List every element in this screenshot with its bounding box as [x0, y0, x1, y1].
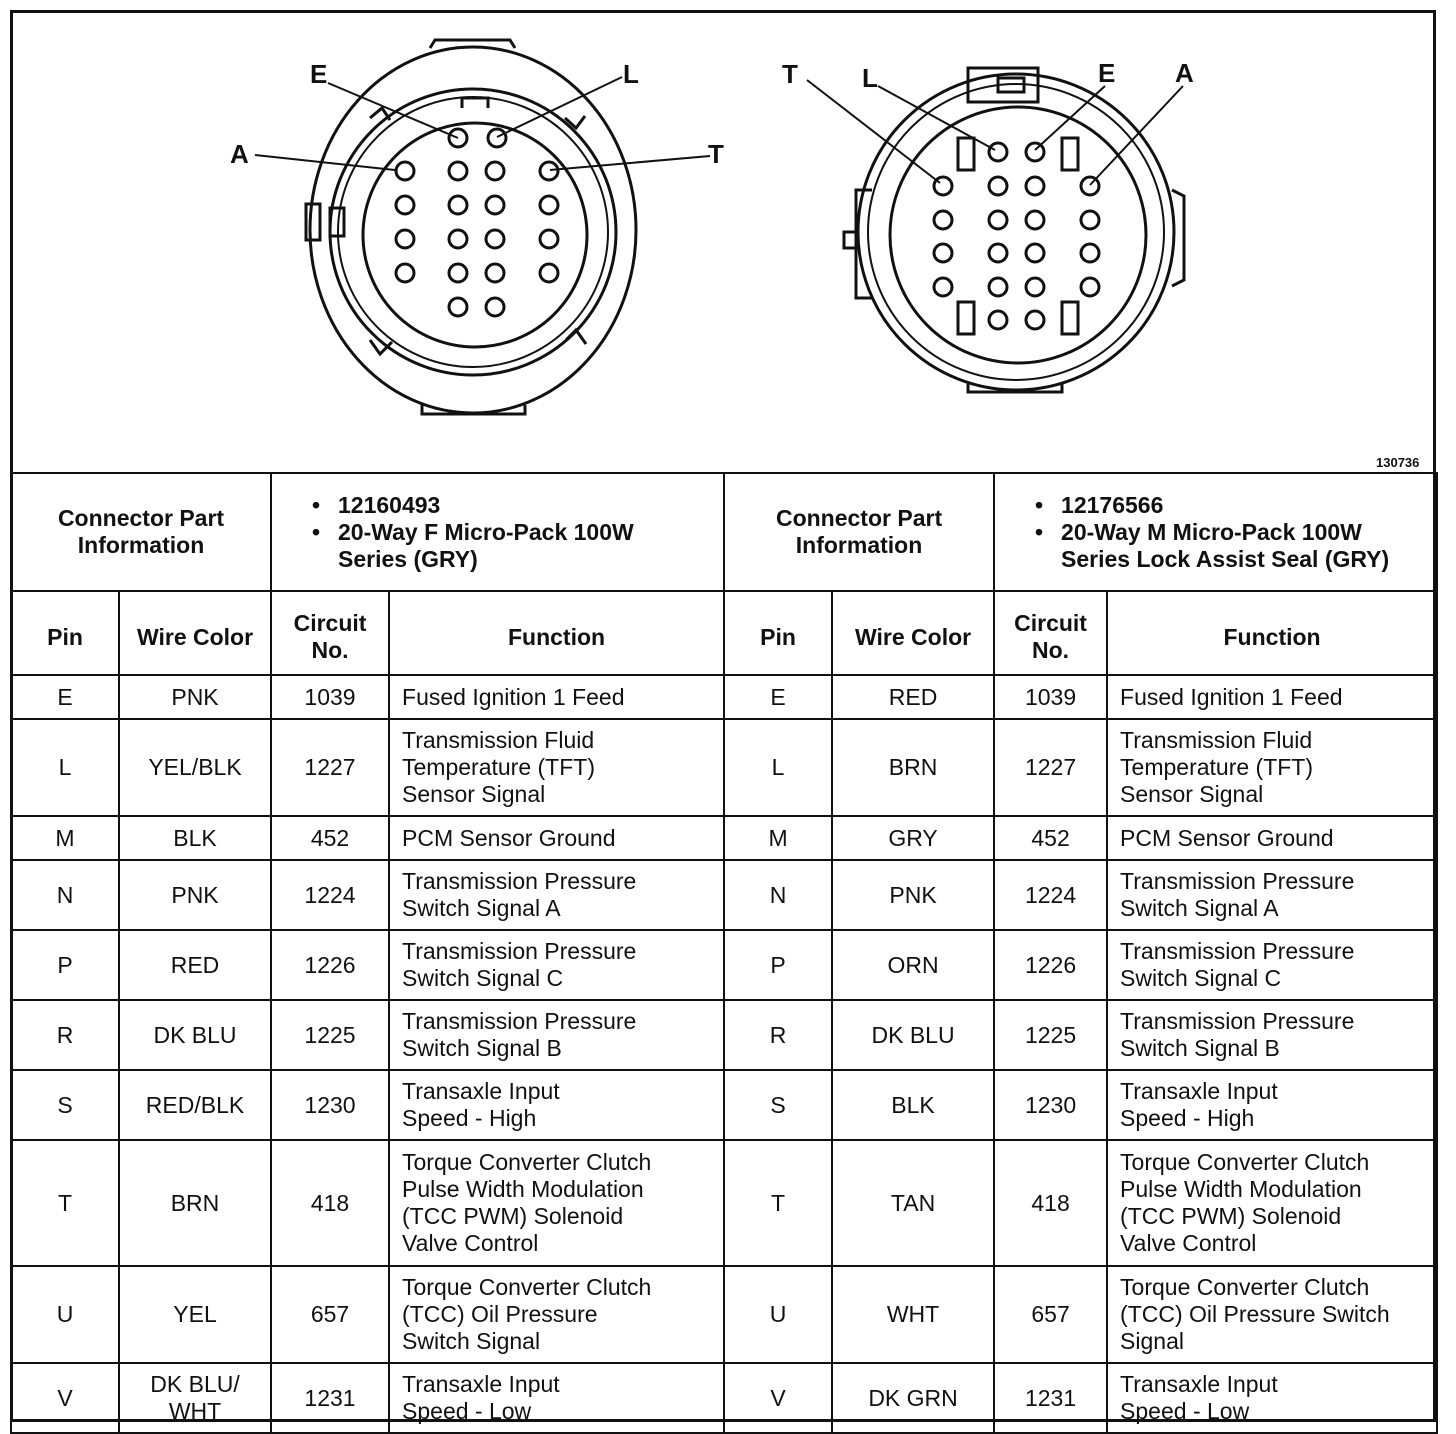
function-line: Switch Signal — [402, 1328, 541, 1354]
pin-cavity — [486, 162, 504, 180]
function-line: Transmission Fluid — [402, 727, 595, 753]
connector-diagram — [10, 10, 1436, 472]
table-row — [11, 930, 1437, 1000]
wire-color-cell: BLK — [119, 816, 271, 860]
left-callout-e: E — [310, 59, 328, 89]
pin-cavity — [1026, 244, 1044, 262]
function-line: Fused Ignition 1 Feed — [1120, 683, 1343, 710]
circuit-cell: 1225 — [994, 1000, 1107, 1070]
pin-cell: N — [724, 860, 832, 930]
pin-cavity — [934, 244, 952, 262]
pin-cavity — [540, 162, 558, 180]
pin-cavity — [449, 196, 467, 214]
pin-cavity — [989, 211, 1007, 229]
wire-color-cell: TAN — [832, 1140, 994, 1266]
wire-color-cell: GRY — [832, 816, 994, 860]
function-cell — [389, 675, 724, 719]
function-line: Valve Control — [1120, 1230, 1257, 1256]
function-line: (TCC) Oil Pressure Switch — [1120, 1301, 1390, 1327]
left-connector-label: Connector Part Information — [11, 473, 271, 591]
wire-color-cell: BLK — [832, 1070, 994, 1140]
function-line: Signal — [1120, 1328, 1184, 1354]
circuit-cell: 1227 — [271, 719, 389, 816]
pin-cavity — [1026, 177, 1044, 195]
function-cell — [389, 860, 724, 930]
circuit-cell: 1224 — [994, 860, 1107, 930]
circuit-cell: 657 — [271, 1266, 389, 1363]
circuit-cell: 1230 — [994, 1070, 1107, 1140]
function-line: Temperature (TFT) — [402, 754, 595, 780]
pin-cell: U — [11, 1266, 119, 1363]
header-wire-color-left: Wire Color — [119, 591, 271, 675]
wire-color-cell: YEL — [119, 1266, 271, 1363]
wire-color-cell: ORN — [832, 930, 994, 1000]
table-row — [11, 1070, 1437, 1140]
right-description-line1: • 20-Way M Micro-Pack 100W — [1035, 519, 1430, 546]
pin-cavity — [488, 129, 506, 147]
function-line: (TCC) Oil Pressure — [402, 1301, 598, 1327]
function-line: Transmission Pressure — [402, 868, 637, 894]
wire-color-cell: RED/BLK — [119, 1070, 271, 1140]
pin-cavity — [1026, 143, 1044, 161]
connector-drawing — [10, 10, 1436, 472]
wire-color-cell: RED — [832, 675, 994, 719]
function-cell — [1107, 1000, 1437, 1070]
function-cell — [1107, 675, 1437, 719]
header-wire-color-right: Wire Color — [832, 591, 994, 675]
header-circuit-line2: No. — [1032, 637, 1070, 663]
pin-cavity — [1026, 211, 1044, 229]
left-part-number: • 12160493 — [312, 492, 717, 519]
function-cell — [389, 1363, 724, 1433]
left-description-line2: Series (GRY) — [338, 545, 478, 572]
wire-color-cell: DK GRN — [832, 1363, 994, 1433]
right-description-line2: Series Lock Assist Seal (GRY) — [1061, 545, 1390, 572]
pin-cavity — [449, 264, 467, 282]
table-row — [11, 1363, 1437, 1433]
pin-cavity — [396, 264, 414, 282]
function-line: (TCC PWM) Solenoid — [1120, 1203, 1342, 1229]
right-callout-t: T — [782, 59, 798, 89]
function-line: Torque Converter Clutch — [402, 1149, 652, 1175]
function-cell — [389, 816, 724, 860]
left-connector-face — [306, 40, 636, 414]
function-cell — [1107, 860, 1437, 930]
function-line: Pulse Width Modulation — [1120, 1176, 1362, 1202]
pin-cell: R — [724, 1000, 832, 1070]
function-line: Speed - High — [402, 1105, 537, 1131]
figure-number: 130736 — [1376, 455, 1420, 470]
pin-cell: E — [724, 675, 832, 719]
function-line: Transmission Pressure — [1120, 1008, 1355, 1034]
function-cell — [1107, 1070, 1437, 1140]
pin-cell: T — [724, 1140, 832, 1266]
function-line: Sensor Signal — [402, 781, 546, 807]
pin-cell: V — [724, 1363, 832, 1433]
function-line: Transmission Fluid — [1120, 727, 1313, 753]
wire-color-cell: DK BLU/ WHT — [119, 1363, 271, 1433]
right-callout-l: L — [862, 63, 878, 93]
pin-cavity — [1081, 211, 1099, 229]
function-line: Speed - High — [1120, 1105, 1255, 1131]
function-cell — [1107, 1363, 1437, 1433]
circuit-cell: 1225 — [271, 1000, 389, 1070]
pin-cavity — [1081, 278, 1099, 296]
left-callout-t: T — [708, 139, 724, 169]
pin-cavity — [449, 230, 467, 248]
wire-color-cell: WHT — [832, 1266, 994, 1363]
wire-color-cell: PNK — [119, 860, 271, 930]
function-line: Transmission Pressure — [1120, 868, 1355, 894]
function-cell — [389, 1000, 724, 1070]
circuit-cell: 1226 — [271, 930, 389, 1000]
function-line: Torque Converter Clutch — [1120, 1149, 1370, 1175]
wire-color-cell: BRN — [119, 1140, 271, 1266]
header-function-left: Function — [389, 591, 724, 675]
right-callout-a: A — [1175, 58, 1194, 88]
circuit-cell: 1231 — [994, 1363, 1107, 1433]
header-circuit-left — [271, 591, 389, 675]
wire-color-cell: DK BLU — [832, 1000, 994, 1070]
header-function-right: Function — [1107, 591, 1437, 675]
left-callout-l: L — [623, 59, 639, 89]
function-line: Fused Ignition 1 Feed — [402, 683, 625, 710]
function-cell — [389, 1140, 724, 1266]
function-cell — [1107, 1140, 1437, 1266]
function-line: Switch Signal C — [1120, 965, 1282, 991]
pin-cell: R — [11, 1000, 119, 1070]
table-row — [11, 816, 1437, 860]
pin-cell: M — [11, 816, 119, 860]
right-connector-face — [844, 68, 1184, 392]
circuit-cell: 418 — [271, 1140, 389, 1266]
wire-color-cell: RED — [119, 930, 271, 1000]
table-row — [11, 1140, 1437, 1266]
function-line: Speed - Low — [402, 1398, 532, 1424]
circuit-cell: 1039 — [994, 675, 1107, 719]
table-row — [11, 1266, 1437, 1363]
pin-cell: U — [724, 1266, 832, 1363]
pin-cell: S — [11, 1070, 119, 1140]
circuit-cell: 1230 — [271, 1070, 389, 1140]
circuit-cell: 1227 — [994, 719, 1107, 816]
function-line: Transaxle Input — [1120, 1078, 1278, 1104]
pin-cavity — [396, 162, 414, 180]
pin-cavity — [486, 264, 504, 282]
circuit-cell: 657 — [994, 1266, 1107, 1363]
connector-info-row — [11, 473, 1437, 591]
circuit-cell: 452 — [994, 816, 1107, 860]
header-pin-left: Pin — [11, 591, 119, 675]
function-line: Transmission Pressure — [1120, 938, 1355, 964]
wire-color-cell: BRN — [832, 719, 994, 816]
pin-cell: L — [724, 719, 832, 816]
pin-cavity — [1026, 278, 1044, 296]
function-cell — [389, 719, 724, 816]
column-header-row — [11, 591, 1437, 675]
table-row — [11, 1000, 1437, 1070]
pin-cell: P — [724, 930, 832, 1000]
function-line: PCM Sensor Ground — [402, 824, 616, 851]
circuit-cell: 418 — [994, 1140, 1107, 1266]
pin-cavity — [540, 196, 558, 214]
function-line: Pulse Width Modulation — [402, 1176, 644, 1202]
pin-cell: T — [11, 1140, 119, 1266]
pin-cell: E — [11, 675, 119, 719]
function-cell — [1107, 1266, 1437, 1363]
pin-cavity — [449, 298, 467, 316]
function-line: Valve Control — [402, 1230, 539, 1256]
header-circuit-line2: No. — [311, 637, 349, 663]
header-circuit-line1: Circuit — [1014, 610, 1087, 636]
pin-cavity — [540, 264, 558, 282]
pin-cavity — [934, 278, 952, 296]
function-line: Switch Signal B — [402, 1035, 562, 1061]
circuit-cell: 1039 — [271, 675, 389, 719]
wire-color-cell: YEL/BLK — [119, 719, 271, 816]
pin-cell: P — [11, 930, 119, 1000]
circuit-cell: 1231 — [271, 1363, 389, 1433]
pin-cavity — [934, 211, 952, 229]
function-line: Temperature (TFT) — [1120, 754, 1314, 780]
table-row — [11, 675, 1437, 719]
function-cell — [1107, 719, 1437, 816]
function-line: Transaxle Input — [1120, 1371, 1278, 1397]
wire-color-cell: PNK — [119, 675, 271, 719]
right-connector-label: Connector Part Information — [724, 473, 994, 591]
header-circuit-right — [994, 591, 1107, 675]
function-line: PCM Sensor Ground — [1120, 824, 1334, 851]
function-cell — [1107, 930, 1437, 1000]
pin-cell: S — [724, 1070, 832, 1140]
pin-cavity — [989, 143, 1007, 161]
right-part-number: • 12176566 — [1035, 492, 1430, 519]
left-connector-details — [271, 473, 724, 591]
wire-color-cell: DK BLU — [119, 1000, 271, 1070]
circuit-cell: 1224 — [271, 860, 389, 930]
pin-cavity — [540, 230, 558, 248]
pin-cavity — [396, 196, 414, 214]
pin-cell: N — [11, 860, 119, 930]
pin-cavity — [989, 177, 1007, 195]
function-line: Switch Signal A — [1120, 895, 1279, 921]
pin-cavity — [1081, 244, 1099, 262]
function-cell — [389, 1266, 724, 1363]
header-circuit-line1: Circuit — [293, 610, 367, 636]
pin-cavity — [449, 162, 467, 180]
function-line: Speed - Low — [1120, 1398, 1250, 1424]
function-line: Transaxle Input — [402, 1371, 560, 1397]
left-callout-a: A — [230, 139, 249, 169]
pinout-table — [10, 472, 1438, 1434]
function-cell — [389, 930, 724, 1000]
pin-cavity — [486, 230, 504, 248]
function-cell — [1107, 816, 1437, 860]
function-line: Switch Signal A — [402, 895, 561, 921]
left-connector-pins — [396, 129, 558, 316]
right-connector-details — [994, 473, 1437, 591]
right-callout-e: E — [1098, 58, 1116, 88]
table-row — [11, 860, 1437, 930]
wire-color-cell: PNK — [832, 860, 994, 930]
header-pin-right: Pin — [724, 591, 832, 675]
pin-cell: L — [11, 719, 119, 816]
pin-cavity — [1026, 311, 1044, 329]
pin-cavity — [989, 244, 1007, 262]
pin-cavity — [989, 278, 1007, 296]
circuit-cell: 452 — [271, 816, 389, 860]
function-line: Torque Converter Clutch — [402, 1274, 652, 1300]
pin-cavity — [989, 311, 1007, 329]
function-line: Transmission Pressure — [402, 1008, 637, 1034]
function-line: Sensor Signal — [1120, 781, 1264, 807]
function-line: Transaxle Input — [402, 1078, 560, 1104]
pin-cell: M — [724, 816, 832, 860]
function-line: (TCC PWM) Solenoid — [402, 1203, 624, 1229]
function-line: Switch Signal B — [1120, 1035, 1280, 1061]
pin-cavity — [396, 230, 414, 248]
function-line: Torque Converter Clutch — [1120, 1274, 1370, 1300]
function-cell — [389, 1070, 724, 1140]
circuit-cell: 1226 — [994, 930, 1107, 1000]
table-row — [11, 719, 1437, 816]
pin-cavity — [486, 196, 504, 214]
left-description-line1: • 20-Way F Micro-Pack 100W — [312, 519, 717, 546]
function-line: Transmission Pressure — [402, 938, 637, 964]
function-line: Switch Signal C — [402, 965, 564, 991]
pin-cavity — [486, 298, 504, 316]
pin-cell: V — [11, 1363, 119, 1433]
